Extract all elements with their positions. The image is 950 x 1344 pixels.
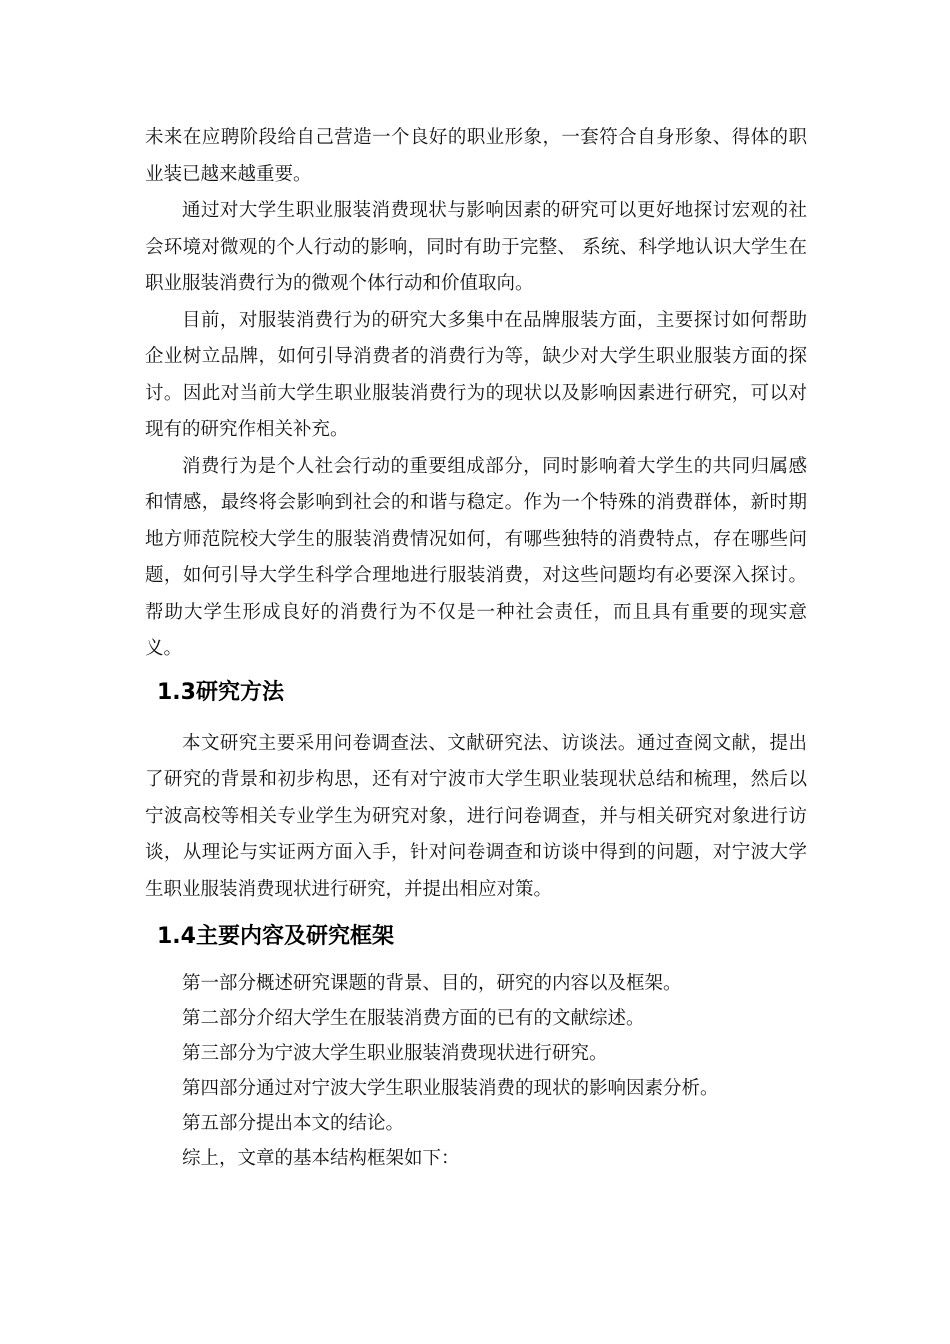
body-paragraph: 目前，对服装消费行为的研究大多集中在品牌服装方面，主要探讨如何帮助企业树立品牌，如何引导消费者的消费行为等，缺少对大学生职业服装方面的探讨。因此对当前大学生职业服装消费行为的现状以及影响因素进行研究，可以对现有的研究作相关补充。 <box>145 309 807 440</box>
outline-line: 第二部分介绍大学生在服装消费方面的已有的文献综述。 <box>182 1008 645 1029</box>
outline-line: 综上，文章的基本结构框架如下： <box>182 1148 460 1169</box>
body-paragraph: 未来在应聘阶段给自己营造一个良好的职业形象，一套符合自身形象、得体的职业装已越来越重要。 <box>145 127 807 185</box>
outline-line: 第五部分提出本文的结论。 <box>182 1113 405 1134</box>
section-heading-1-4: 1.4主要内容及研究框架 <box>157 924 394 949</box>
body-paragraph: 消费行为是个人社会行动的重要组成部分，同时影响着大学生的共同归属感和情感，最终将会影响到社会的和谐与稳定。作为一个特殊的消费群体，新时期地方师范院校大学生的服装消费情况如何，有哪些独特的消费特点，存在哪些问题，如何引导大学生科学合理地进行服装消费，对这些问题均有必要深入探讨。帮助大学生形成良好的消费行为不仅是一种社会责任，而且具有重要的现实意义。 <box>145 455 807 659</box>
outline-line: 第四部分通过对宁波大学生职业服装消费的现状的影响因素分析。 <box>182 1078 719 1099</box>
section-heading-1-3: 1.3研究方法 <box>157 679 284 705</box>
outline-line: 第一部分概述研究课题的背景、目的，研究的内容以及框架。 <box>182 973 682 994</box>
document-body <box>145 120 807 1176</box>
body-paragraph: 通过对大学生职业服装消费现状与影响因素的研究可以更好地探讨宏观的社会环境对微观的个人行动的影响，同时有助于完整、 系统、科学地认识大学生在职业服装消费行为的微观个体行动和价值取向。 <box>145 200 807 294</box>
body-paragraph: 本文研究主要采用问卷调查法、文献研究法、访谈法。通过查阅文献，提出了研究的背景和初步构思，还有对宁波市大学生职业装现状总结和梳理，然后以宁波高校等相关专业学生为研究对象，进行问卷调查，并与相关研究对象进行访谈，从理论与实证两方面入手，针对问卷调查和访谈中得到的问题，对宁波大学生职业服装消费现状进行研究，并提出相应对策。 <box>145 732 807 900</box>
outline-line: 第三部分为宁波大学生职业服装消费现状进行研究。 <box>182 1043 608 1064</box>
